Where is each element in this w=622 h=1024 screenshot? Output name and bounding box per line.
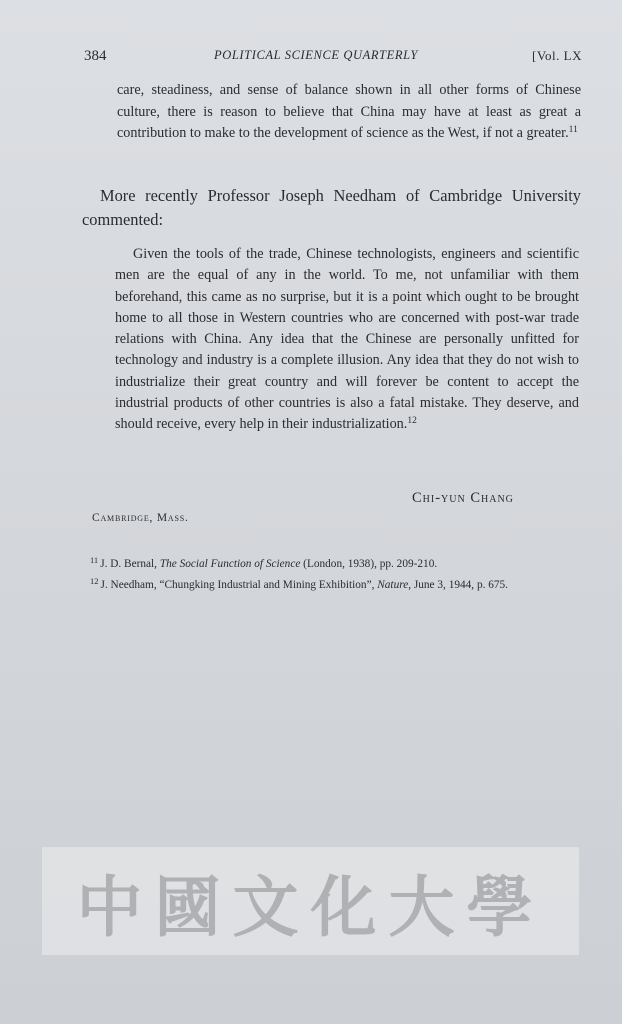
footnote-ref-12[interactable]: 12 xyxy=(407,416,417,427)
page-number: 384 xyxy=(84,48,107,64)
footnote-number: 11 xyxy=(90,555,99,565)
watermark-banner xyxy=(42,847,579,955)
footnote-author: J. D. Bernal, xyxy=(100,558,160,570)
footnote-details: (London, 1938), pp. 209-210. xyxy=(300,558,438,570)
watermark-text: 中國文化大學 xyxy=(76,868,545,946)
footnote-11 xyxy=(78,556,574,573)
volume-label: [Vol. LX xyxy=(532,48,582,63)
quote-continuation xyxy=(117,80,581,145)
footnotes xyxy=(78,556,574,598)
block-quote xyxy=(115,244,579,436)
running-header xyxy=(84,46,582,68)
footnote-author: J. Needham, “Chungking Industrial and Mining Exhibition”, xyxy=(100,579,378,591)
journal-title: POLITICAL SCIENCE QUARTERLY xyxy=(214,48,418,62)
body-paragraph: More recently Professor Joseph Needham of Cambridge University commented: xyxy=(82,186,581,229)
quote-continuation-text: care, steadiness, and sense of balance shown in all other forms of Chinese culture, there is reason to believe that China may have at least as great a contribution to make to the development of science as the West, if not a greater. xyxy=(117,82,581,141)
author-location: Cambridge, Mass. xyxy=(92,512,189,524)
footnote-number: 12 xyxy=(90,576,99,586)
footnote-details: , June 3, 1944, p. 675. xyxy=(408,579,509,591)
author-signature: Chi-yun Chang xyxy=(412,490,514,506)
footnote-12 xyxy=(78,577,574,594)
block-quote-text: Given the tools of the trade, Chinese technologists, engineers and scientific men are the equal of any in the world. To me, not unfamiliar with them beforehand, this came as no surprise, but it is a point which ought to be brought home to all those in Western countries who are concerned with post-war trade relations with China. Any idea that the Chinese are personally unfitted for technology and industry is a complete illusion. Any idea that they do not wish to industrialize their great country and will forever be content to accept the industrial products of other countries is also a fatal mistake. They deserve, and should receive, every help in their industrialization. xyxy=(115,246,579,433)
footnote-ref-11[interactable]: 11 xyxy=(568,125,578,135)
footnote-title: The Social Function of Science xyxy=(159,558,301,570)
footnote-title: Nature xyxy=(377,579,409,591)
